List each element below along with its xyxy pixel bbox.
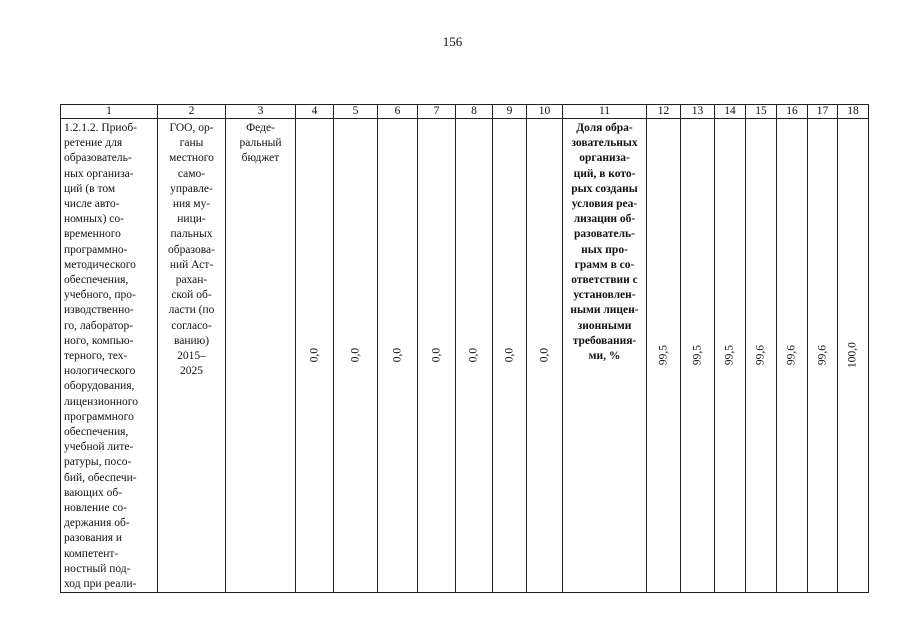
header-cell-15: 15 [746, 105, 777, 119]
header-cell-3: 3 [226, 105, 296, 119]
value-cell-13 [681, 119, 715, 593]
measure-description-line: ностный под- [64, 562, 131, 575]
value-10: 0,0 [537, 347, 550, 363]
executor-text-line: ний Аст- [169, 258, 214, 271]
measure-description-line: обеспечения, [64, 426, 129, 439]
executor-text-line: ласти (по [168, 304, 215, 317]
executor-text-line: пальных [170, 228, 213, 241]
indicator-cell [563, 119, 647, 593]
value-13: 99,5 [690, 344, 703, 366]
value-cell-12 [647, 119, 681, 593]
header-cell-2: 2 [158, 105, 226, 119]
executor-text-line: согласо- [171, 319, 212, 332]
measure-description-line: нологического [64, 365, 136, 378]
indicator-text-line: зионными [577, 319, 632, 332]
header-row [61, 105, 869, 119]
measure-description-line: ного, компью- [64, 334, 134, 347]
measure-description-line: вающих об- [64, 486, 123, 499]
value-8: 0,0 [467, 347, 480, 363]
indicator-text-line: установлен- [573, 289, 636, 302]
executor-text-line: ГОО, ор- [169, 122, 214, 134]
executor-text-line: ванию) [173, 334, 210, 347]
value-cell-17 [808, 119, 838, 593]
executor-text-line: 2025 [180, 365, 203, 378]
header-cell-13: 13 [681, 105, 715, 119]
funding-source-text-line: ральный [239, 137, 282, 150]
executor-text-line: образова- [168, 243, 215, 256]
measure-description-line: оборудования, [64, 380, 135, 393]
table-row [61, 119, 869, 593]
measure-description-cell [61, 119, 158, 593]
executor-text-line: ния му- [172, 198, 211, 211]
measure-description-line: 1.2.1.2. Приоб- [64, 122, 138, 134]
measure-description-line: программно- [64, 243, 128, 256]
measure-description-line: ций (в том [64, 182, 116, 195]
indicator-text-line: лизации об- [573, 213, 636, 226]
indicator-text-line: зовательных [571, 137, 638, 150]
value-4: 0,0 [307, 347, 320, 363]
measure-description-line: числе авто- [64, 198, 120, 211]
page-number: 156 [442, 34, 463, 49]
header-cell-14: 14 [715, 105, 746, 119]
value-cell-18 [838, 119, 869, 593]
measure-description-line: образователь- [64, 152, 132, 165]
indicator-text-line: ми, % [588, 350, 621, 363]
value-14: 99,5 [723, 344, 736, 366]
funding-source-cell [226, 119, 296, 593]
funding-source-text-line: бюджет [241, 152, 280, 165]
measure-description-line: обеспечения, [64, 274, 129, 287]
funding-source-text-line: Феде- [246, 122, 275, 134]
executor-text-line: само- [177, 167, 206, 180]
value-18: 100,0 [846, 342, 859, 368]
value-cell-5 [334, 119, 378, 593]
measure-description-line: методического [64, 258, 136, 271]
executor-text [158, 121, 225, 379]
measure-description-line: номных) со- [64, 213, 124, 226]
executor-cell [158, 119, 226, 593]
executor-text-line: ской об- [171, 289, 212, 302]
value-9: 0,0 [502, 347, 515, 363]
measure-description-line: новление со- [64, 502, 127, 515]
executor-text-line: управле- [170, 182, 213, 195]
indicator-text-line: требования- [572, 334, 637, 347]
header-cell-6: 6 [378, 105, 418, 119]
executor-text-line: 2015– [177, 350, 206, 363]
header-cell-18: 18 [838, 105, 869, 119]
executor-text-line: ганы [179, 137, 204, 150]
indicator-text-line: ответствии с [571, 274, 638, 287]
measure-description-line: временного [64, 228, 121, 241]
value-6: 0,0 [390, 347, 403, 363]
measure-description-line: лицензионного [64, 395, 138, 408]
header-cell-4: 4 [296, 105, 334, 119]
value-cell-6 [378, 119, 418, 593]
measure-description-line: учебного, про- [64, 289, 136, 302]
header-cell-7: 7 [418, 105, 456, 119]
value-cell-7 [418, 119, 456, 593]
value-cell-8 [456, 119, 493, 593]
measure-description-line: ных организа- [64, 167, 134, 180]
header-cell-5: 5 [334, 105, 378, 119]
indicator-text-line: грамм в со- [574, 258, 635, 271]
executor-text-line: ници- [177, 213, 206, 226]
header-cell-11: 11 [563, 105, 647, 119]
header-cell-16: 16 [777, 105, 808, 119]
value-cell-4 [296, 119, 334, 593]
budget-table [60, 104, 869, 593]
executor-text-line: местного [169, 152, 214, 165]
header-cell-8: 8 [456, 105, 493, 119]
indicator-text-line: условия реа- [571, 198, 638, 211]
value-cell-16 [777, 119, 808, 593]
value-5: 0,0 [348, 347, 361, 363]
measure-description-line: терного, тех- [64, 350, 128, 363]
measure-description [64, 121, 154, 592]
value-12: 99,5 [656, 344, 669, 366]
value-15: 99,6 [754, 344, 767, 366]
indicator-text-line: ных про- [581, 243, 628, 256]
indicator-text-line: ными лицен- [570, 304, 639, 317]
measure-description-line: ход при реали- [64, 578, 137, 591]
measure-description-line: разования и [64, 532, 123, 545]
header-cell-10: 10 [527, 105, 563, 119]
measure-description-line: держания об- [64, 517, 130, 530]
header-cell-9: 9 [493, 105, 527, 119]
value-7: 0,0 [429, 347, 442, 363]
measure-description-line: программного [64, 410, 134, 423]
header-cell-12: 12 [647, 105, 681, 119]
indicator-text-line: Доля обра- [576, 122, 633, 134]
header-cell-17: 17 [808, 105, 838, 119]
header-cell-1: 1 [61, 105, 158, 119]
measure-description-line: бий, обеспечи- [64, 471, 137, 484]
value-cell-9 [493, 119, 527, 593]
executor-text-line: рахан- [175, 274, 208, 287]
indicator-text-line: ций, в кото- [573, 167, 636, 180]
measure-description-line: изводственно- [64, 304, 134, 317]
measure-description-line: го, лаборатор- [64, 319, 134, 332]
value-cell-15 [746, 119, 777, 593]
measure-description-line: компетент- [64, 547, 119, 560]
indicator-text [563, 121, 646, 364]
indicator-text-line: рых созданы [571, 182, 638, 195]
value-16: 99,6 [785, 344, 798, 366]
indicator-text-line: разователь- [574, 228, 635, 241]
value-cell-14 [715, 119, 746, 593]
funding-source-text [226, 121, 295, 167]
measure-description-line: ратуры, посо- [64, 456, 132, 469]
indicator-text-line: организа- [579, 152, 630, 165]
measure-description-line: ретение для [64, 137, 123, 150]
value-cell-10 [527, 119, 563, 593]
measure-description-line: учебной лите- [64, 441, 134, 454]
value-17: 99,6 [815, 344, 828, 366]
